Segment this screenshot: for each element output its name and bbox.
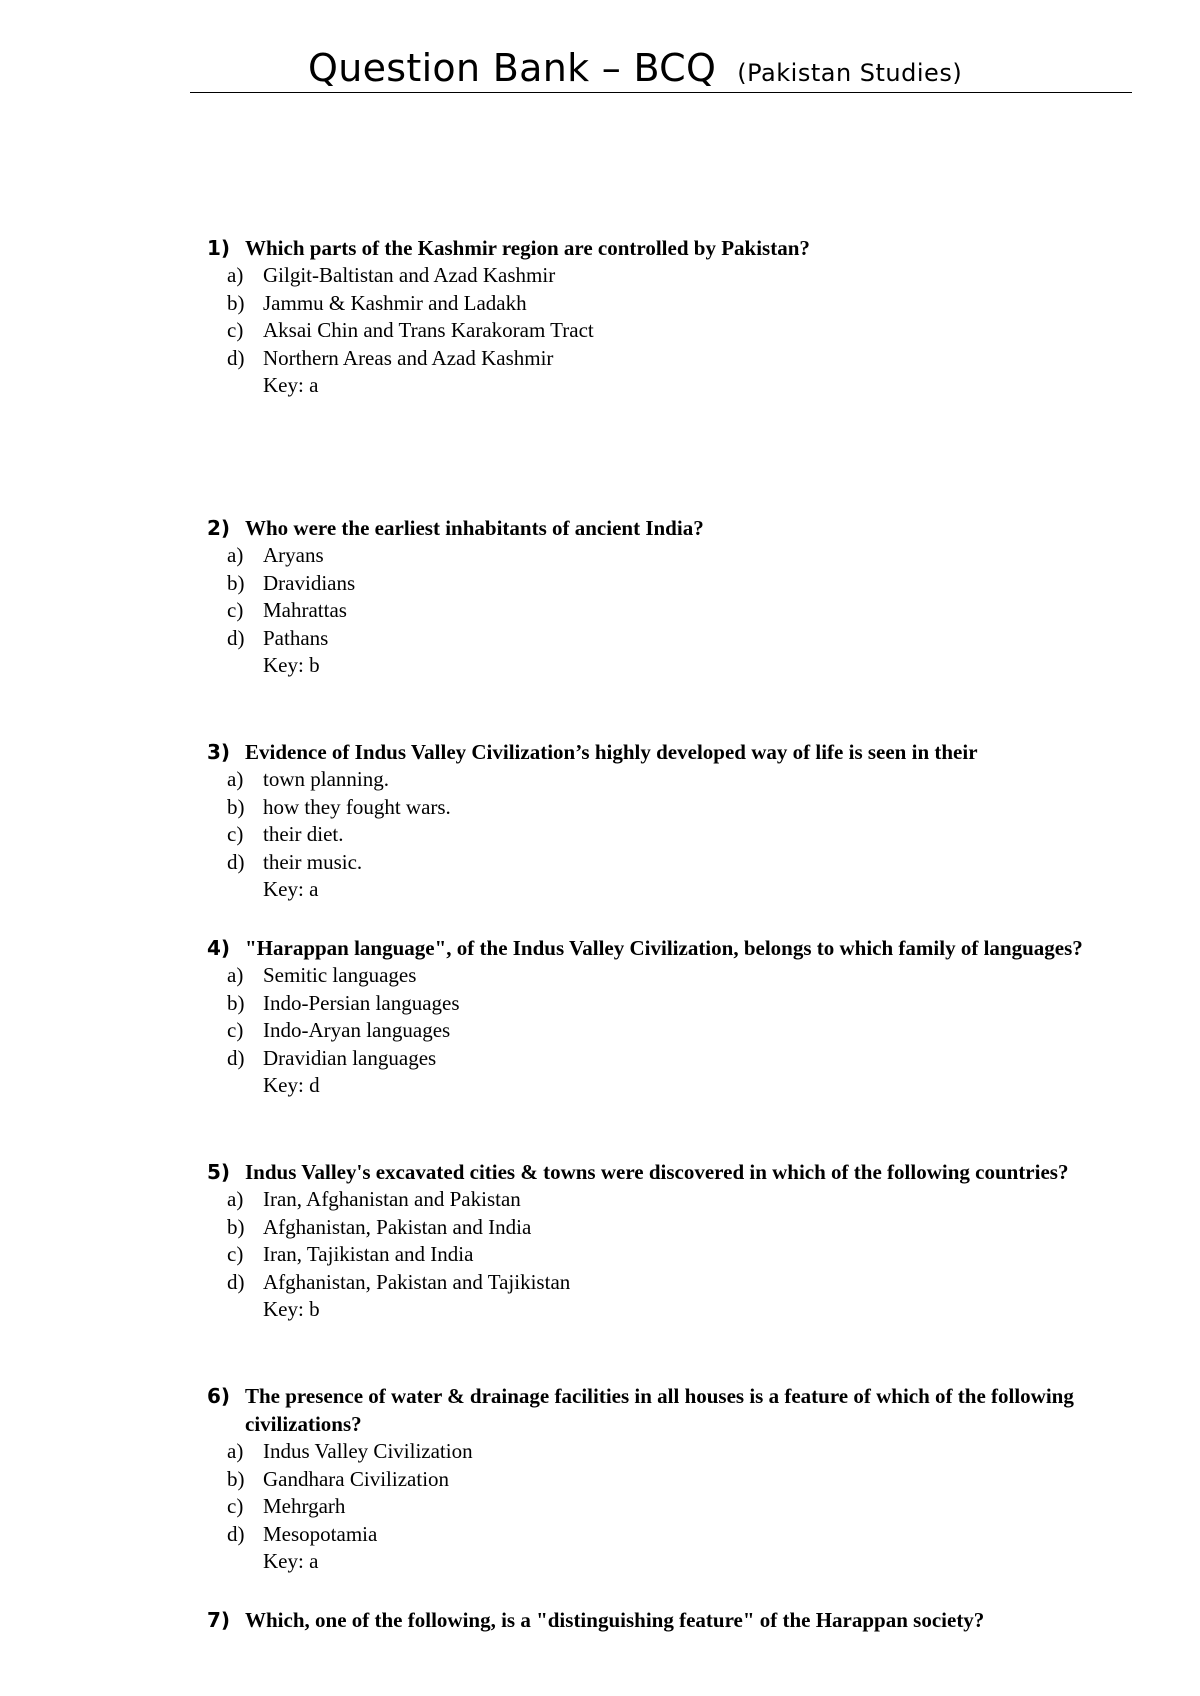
option-letter: a)	[227, 1187, 244, 1211]
option-letter: d)	[227, 345, 245, 370]
question-5	[207, 1158, 1132, 1324]
answer-key: Key: b	[263, 1297, 320, 1322]
option-text: Northern Areas and Azad Kashmir	[263, 345, 554, 370]
option-text: Mesopotamia	[263, 1521, 378, 1546]
question-text: "Harappan language", of the Indus Valley Civilization, belongs to which family of languages?	[245, 936, 1083, 960]
option-text: Aksai Chin and Trans Karakoram Tract	[263, 318, 594, 343]
option-letter: a)	[227, 263, 244, 287]
option-letter: c)	[227, 822, 244, 847]
option-text: Pathans	[263, 625, 329, 650]
option-a	[207, 1438, 1132, 1466]
option-c	[207, 1241, 1132, 1269]
option-d	[207, 849, 1132, 877]
option-letter: c)	[227, 598, 244, 623]
option-text: Afghanistan, Pakistan and Tajikistan	[263, 1269, 571, 1294]
option-d	[207, 1045, 1132, 1073]
option-d	[207, 625, 1132, 653]
question-text: Evidence of Indus Valley Civilization’s highly developed way of life is seen in their	[245, 740, 978, 764]
question-heading	[207, 1606, 1132, 1634]
option-list	[207, 766, 1132, 876]
option-d	[207, 345, 1132, 373]
question-number: 7)	[207, 1608, 231, 1632]
option-list	[207, 962, 1132, 1072]
option-c	[207, 317, 1132, 345]
option-text: Aryans	[263, 543, 324, 567]
option-text: Indo-Persian languages	[263, 990, 460, 1015]
option-b	[207, 290, 1132, 318]
option-c	[207, 597, 1132, 625]
question-heading	[207, 1382, 1132, 1438]
option-text: Dravidians	[263, 570, 356, 595]
question-text: Which, one of the following, is a "distinguishing feature" of the Harappan society?	[245, 1608, 985, 1632]
question-number: 1)	[207, 236, 231, 260]
question-7	[207, 1606, 1132, 1634]
answer-key: Key: a	[263, 373, 319, 398]
option-text: Afghanistan, Pakistan and India	[263, 1214, 532, 1239]
option-letter: b)	[227, 1214, 245, 1239]
page-title: Question Bank – BCQ	[308, 46, 717, 90]
option-letter: a)	[227, 963, 244, 987]
option-letter: d)	[227, 1521, 245, 1546]
option-text: how they fought wars.	[263, 794, 451, 819]
option-text: Iran, Afghanistan and Pakistan	[263, 1187, 521, 1211]
question-3	[207, 738, 1132, 904]
option-c	[207, 821, 1132, 849]
option-text: Iran, Tajikistan and India	[263, 1242, 474, 1267]
title-block	[308, 46, 962, 90]
option-text: Mahrattas	[263, 598, 347, 623]
question-number: 6)	[207, 1384, 231, 1408]
option-letter: b)	[227, 1466, 245, 1491]
option-letter: d)	[227, 1045, 245, 1070]
option-text: Jammu & Kashmir and Ladakh	[263, 290, 527, 315]
question-2	[207, 514, 1132, 680]
option-letter: d)	[227, 849, 245, 874]
option-letter: c)	[227, 1018, 244, 1043]
option-letter: d)	[227, 1269, 245, 1294]
question-4	[207, 934, 1132, 1100]
option-b	[207, 990, 1132, 1018]
option-list	[207, 1438, 1132, 1548]
option-letter: a)	[227, 1439, 244, 1463]
option-c	[207, 1493, 1132, 1521]
answer-key: Key: d	[263, 1073, 320, 1098]
option-d	[207, 1269, 1132, 1297]
option-letter: c)	[227, 1242, 244, 1267]
question-6	[207, 1382, 1132, 1576]
page-header	[190, 44, 1132, 93]
option-letter: d)	[227, 625, 245, 650]
option-a	[207, 1186, 1132, 1214]
option-list	[207, 1186, 1132, 1296]
option-b	[207, 794, 1132, 822]
question-heading	[207, 514, 1132, 542]
option-b	[207, 1214, 1132, 1242]
option-text: town planning.	[263, 767, 389, 791]
question-text: Who were the earliest inhabitants of ancient India?	[245, 516, 704, 540]
option-text: Gandhara Civilization	[263, 1466, 450, 1491]
question-text: Which parts of the Kashmir region are controlled by Pakistan?	[245, 236, 810, 260]
option-b	[207, 1466, 1132, 1494]
answer-key: Key: a	[263, 1549, 319, 1574]
answer-key: Key: b	[263, 653, 320, 678]
question-1	[207, 234, 1132, 400]
question-text: Indus Valley's excavated cities & towns were discovered in which of the following countries?	[245, 1160, 1069, 1184]
option-letter: b)	[227, 794, 245, 819]
question-number: 4)	[207, 936, 231, 960]
option-list	[207, 542, 1132, 652]
option-a	[207, 542, 1132, 570]
option-text: their music.	[263, 849, 363, 874]
option-a	[207, 262, 1132, 290]
option-text: Gilgit-Baltistan and Azad Kashmir	[263, 263, 556, 287]
page-subtitle: (Pakistan Studies)	[737, 59, 963, 87]
option-d	[207, 1521, 1132, 1549]
question-heading	[207, 234, 1132, 262]
question-number: 3)	[207, 740, 231, 764]
option-letter: a)	[227, 767, 244, 791]
option-list	[207, 262, 1132, 372]
option-text: Indo-Aryan languages	[263, 1018, 451, 1043]
option-letter: a)	[227, 543, 244, 567]
question-number: 2)	[207, 516, 231, 540]
option-letter: c)	[227, 1494, 244, 1519]
question-heading	[207, 1158, 1132, 1186]
option-c	[207, 1017, 1132, 1045]
option-a	[207, 962, 1132, 990]
option-text: Semitic languages	[263, 963, 417, 987]
option-a	[207, 766, 1132, 794]
answer-key: Key: a	[263, 877, 319, 902]
option-letter: b)	[227, 990, 245, 1015]
option-text: Mehrgarh	[263, 1494, 346, 1519]
option-text: their diet.	[263, 822, 344, 847]
option-letter: b)	[227, 290, 245, 315]
question-heading	[207, 738, 1132, 766]
question-text: The presence of water & drainage facilities in all houses is a feature of which of the following civilizations?	[245, 1384, 1074, 1436]
option-b	[207, 570, 1132, 598]
question-heading	[207, 934, 1132, 962]
option-letter: c)	[227, 318, 244, 343]
option-text: Indus Valley Civilization	[263, 1439, 473, 1463]
option-text: Dravidian languages	[263, 1045, 437, 1070]
option-letter: b)	[227, 570, 245, 595]
question-number: 5)	[207, 1160, 231, 1184]
